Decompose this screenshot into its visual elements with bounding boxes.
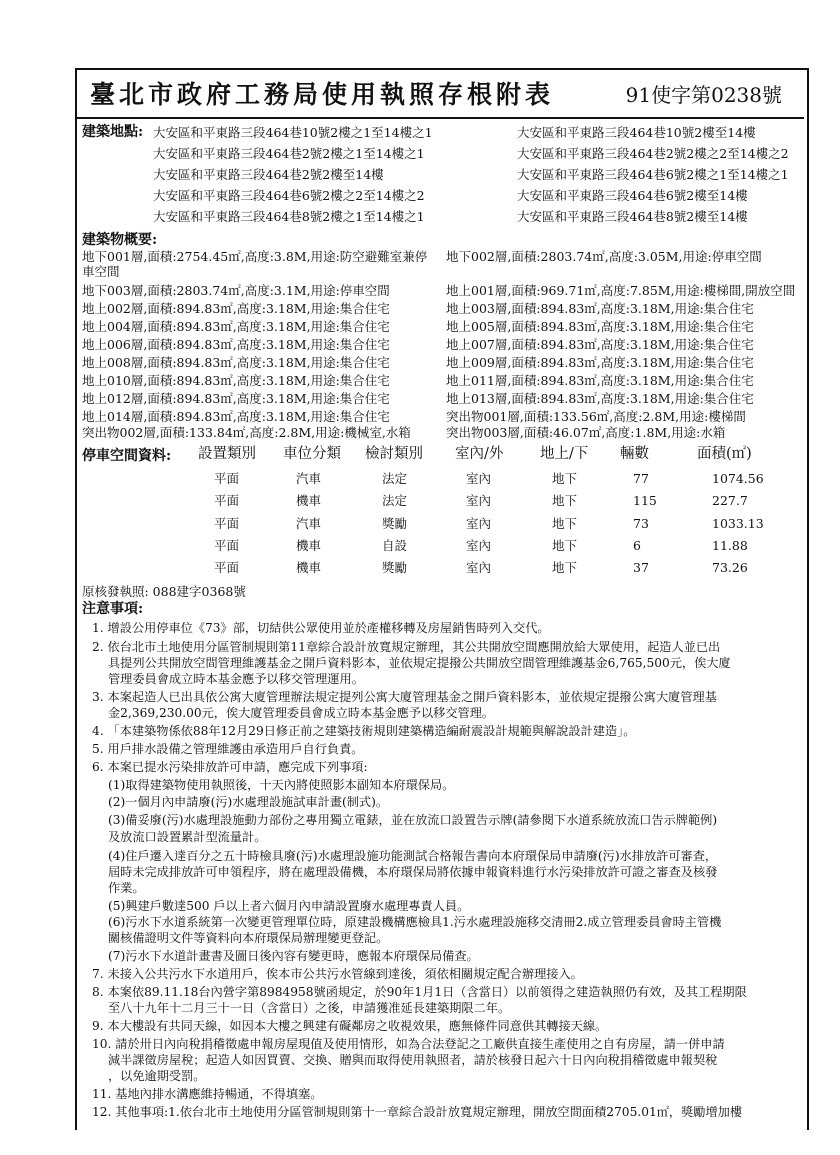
building-row-left: 地上014層,面積:894.83㎡,高度:3.18M,用途:集合住宅 [82, 409, 390, 424]
parking-cell: 平面 [214, 560, 240, 575]
title-row [76, 69, 804, 119]
parking-header: 設置類別 [198, 446, 256, 462]
note-line: (3)備妥廢(污)水處理設施動力部份之專用獨立電錶，並在放流口設置告示牌(請參閱下水道系統放流口告示牌範例) [108, 813, 718, 827]
parking-header: 檢討類別 [365, 446, 423, 462]
parking-cell: 室內 [466, 493, 492, 508]
parking-cell: 獎勵 [382, 516, 408, 531]
building-row-left: 車空間 [82, 264, 120, 279]
parking-cell: 37 [633, 560, 649, 575]
building-row-right: 地上001層,面積:969.71㎡,高度:7.85M,用途:樓梯間,開放空間 [446, 283, 796, 298]
note-line: 關核備證明文件等資料向本府環保局辦理變更登記。 [108, 931, 389, 945]
parking-cell: 機車 [296, 538, 322, 553]
building-row-left: 地下001層,面積:2754.45㎡,高度:3.8M,用途:防空避難室兼停 [82, 249, 428, 264]
building-row-left: 地上010層,面積:894.83㎡,高度:3.18M,用途:集合住宅 [82, 373, 390, 388]
note-line: 10. 請於卅日內向稅捐稽徵處申報房屋現值及使用情形，如為合法登記之工廠供直接生產使用之自有房屋，請一併申請 [92, 1037, 725, 1051]
note-line: ，以免逾期受罰。 [108, 1069, 206, 1083]
building-row-right: 突出物003層,面積:46.07㎡,高度:1.8M,用途:水箱 [446, 425, 726, 440]
building-row-right: 地上009層,面積:894.83㎡,高度:3.18M,用途:集合住宅 [446, 355, 754, 370]
site-left-line: 大安區和平東路三段464巷2號2樓至14樓 [153, 167, 384, 182]
note-line: 8. 本案依89.11.18台內營字第8984958號函規定，於90年1月1日（含當日）以前領得之建造執照仍有效，及其工程期限 [92, 985, 747, 999]
site-left-line: 大安區和平東路三段464巷6號2樓之2至14樓之2 [153, 188, 425, 203]
building-row-left: 地上008層,面積:894.83㎡,高度:3.18M,用途:集合住宅 [82, 355, 390, 370]
note-line: 1. 增設公用停車位《73》部，切結供公眾使用並於產權移轉及房屋銷售時列入交代。 [92, 621, 550, 635]
parking-cell: 汽車 [296, 516, 322, 531]
site-left-line: 大安區和平東路三段464巷2號2樓之1至14樓之1 [153, 146, 425, 161]
building-row-right: 地下002層,面積:2803.74㎡,高度:3.05M,用途:停車空間 [446, 249, 762, 264]
parking-cell: 汽車 [296, 471, 322, 486]
note-line: 及放流口設置累計型流量計。 [108, 830, 267, 844]
note-line: (7)污水下水道計畫書及圖日後內容有變更時，應報本府環保局備查。 [108, 949, 479, 963]
site-left-line: 大安區和平東路三段464巷10號2樓之1至14樓之1 [153, 125, 433, 140]
note-line: 3. 本案起造人已出具依公寓大廈管理辦法規定提列公寓大廈管理基金之開戶資料影本，並依規定提撥公寓大廈管理基 [92, 690, 717, 704]
note-line: 管理委員會成立時本基金應予以移交管理運用。 [108, 672, 364, 686]
note-line: (2)一個月內申請廢(污)水處理設施試車計畫(制式)。 [108, 795, 389, 809]
notes-label: 注意事項: [82, 601, 144, 617]
building-row-right: 地上003層,面積:894.83㎡,高度:3.18M,用途:集合住宅 [446, 301, 754, 316]
parking-cell: 平面 [214, 493, 240, 508]
parking-cell: 自設 [382, 538, 408, 553]
note-line: 減半課徵房屋稅；起造人如因買賣、交換、贈與而取得使用執照者，請於核發日起六十日內向稅捐稽徵處申報契稅 [108, 1053, 718, 1067]
parking-cell: 獎勵 [382, 560, 408, 575]
original-permit: 原核發執照: 088建字0368號 [82, 584, 246, 599]
parking-cell: 73.26 [712, 560, 748, 575]
building-row-left: 地上002層,面積:894.83㎡,高度:3.18M,用途:集合住宅 [82, 301, 390, 316]
parking-cell: 室內 [466, 560, 492, 575]
building-row-right: 地上013層,面積:894.83㎡,高度:3.18M,用途:集合住宅 [446, 391, 754, 406]
note-line: 6. 本案已提水污染排放許可申請，應完成下列事項: [92, 760, 368, 774]
parking-cell: 室內 [466, 516, 492, 531]
parking-header: 車位分類 [283, 446, 341, 462]
site-label: 建築地點: [82, 124, 144, 140]
parking-cell: 地下 [552, 516, 578, 531]
parking-cell: 機車 [296, 560, 322, 575]
parking-cell: 室內 [466, 538, 492, 553]
building-label: 建築物概要: [82, 232, 158, 248]
parking-cell: 平面 [214, 471, 240, 486]
building-row-right: 地上011層,面積:894.83㎡,高度:3.18M,用途:集合住宅 [446, 373, 754, 388]
parking-cell: 77 [633, 471, 649, 486]
site-right-line: 大安區和平東路三段464巷2號2樓之2至14樓之2 [517, 146, 789, 161]
parking-header: 室內/外 [455, 446, 504, 462]
building-row-left: 地下003層,面積:2803.74㎡,高度:3.1M,用途:停車空間 [82, 283, 390, 298]
note-line: 5. 用戶排水設備之管理維護由承造用戶自行負責。 [92, 742, 364, 756]
building-row-left: 地上006層,面積:894.83㎡,高度:3.18M,用途:集合住宅 [82, 337, 390, 352]
note-line: (4)住戶遷入達百分之五十時檢具廢(污)水處理設施功能測試合格報告書向本府環保局申請廢(污)水排放許可審查， [108, 849, 718, 863]
parking-cell: 法定 [382, 471, 408, 486]
parking-cell: 地下 [552, 493, 578, 508]
parking-cell: 平面 [214, 516, 240, 531]
parking-cell: 平面 [214, 538, 240, 553]
parking-cell: 室內 [466, 471, 492, 486]
note-line: 11. 基地內排水溝應維持暢通，不得填塞。 [92, 1087, 323, 1101]
parking-cell: 11.88 [712, 538, 748, 553]
note-line: 2. 依台北市土地使用分區管制規則第11章綜合設計放寬規定辦理，其公共開放空間應開放給大眾使用，起造人並已出 [92, 640, 721, 654]
site-right-line: 大安區和平東路三段464巷8號2樓至14樓 [517, 209, 748, 224]
parking-header: 面積(㎡) [697, 446, 752, 462]
permit-number: 91使字第0238號 [625, 83, 782, 107]
building-row-left: 突出物002層,面積:133.84㎡,高度:2.8M,用途:機械室,水箱 [82, 425, 411, 440]
parking-header: 輛數 [620, 446, 649, 462]
note-line: 作業。 [108, 881, 145, 895]
parking-cell: 227.7 [712, 493, 748, 508]
site-left-line: 大安區和平東路三段464巷8號2樓之1至14樓之1 [153, 209, 425, 224]
parking-label: 停車空間資料: [82, 448, 172, 464]
parking-cell: 115 [633, 493, 657, 508]
note-line: (5)興建戶數達500 戶以上者六個月內申請設置廢水處理專責人員。 [108, 899, 470, 913]
parking-cell: 6 [633, 538, 641, 553]
parking-cell: 地下 [552, 560, 578, 575]
parking-cell: 1033.13 [712, 516, 764, 531]
building-row-left: 地上004層,面積:894.83㎡,高度:3.18M,用途:集合住宅 [82, 319, 390, 334]
parking-cell: 地下 [552, 471, 578, 486]
note-line: 屆時未完成排放許可申領程序，將在處理設備機，本府環保局將依據申報資料進行水污染排放許可證之審查及核發 [108, 865, 718, 879]
site-right-line: 大安區和平東路三段464巷10號2樓至14樓 [517, 125, 756, 140]
parking-cell: 1074.56 [712, 471, 764, 486]
building-row-right: 地上007層,面積:894.83㎡,高度:3.18M,用途:集合住宅 [446, 337, 754, 352]
note-line: 12. 其他事項:1.依台北市土地使用分區管制規則第十一章綜合設計放寬規定辦理，開放空間面積2705.01㎡，獎勵增加樓 [92, 1105, 743, 1119]
note-line: 金2,369,230.00元，俟大廈管理委員會成立時本基金應予以移交管理。 [108, 706, 495, 720]
note-line: 至八十九年十二月三十一日（含當日）之後，申請獲准延長建築期限二年。 [108, 1001, 511, 1015]
parking-cell: 法定 [382, 493, 408, 508]
parking-cell: 73 [633, 516, 649, 531]
building-row-left: 地上012層,面積:894.83㎡,高度:3.18M,用途:集合住宅 [82, 391, 390, 406]
page-title: 臺北市政府工務局使用執照存根附表 [90, 80, 555, 109]
note-line: (6)污水下水道系統第一次變更管理單位時，原建設機構應檢具1.污水處理設施移交清冊2.成立管理委員會時主管機 [108, 915, 722, 929]
note-line: 9. 本大樓設有共同天線，如因本大樓之興建有礙鄰房之收視效果，應無條件同意供其轉接天線。 [92, 1019, 608, 1033]
site-right-line: 大安區和平東路三段464巷6號2樓至14樓 [517, 188, 748, 203]
parking-cell: 地下 [552, 538, 578, 553]
note-line: 具提列公共開放空間管理維護基金之開戶資料影本，並依規定提撥公共開放空間管理維護基金6,765,500元，俟大廈 [108, 656, 731, 670]
building-row-right: 地上005層,面積:894.83㎡,高度:3.18M,用途:集合住宅 [446, 319, 754, 334]
parking-header: 地上/下 [540, 446, 589, 462]
note-line: 7. 未接入公共污水下水道用戶，俟本市公共污水管線到達後，須依相關規定配合辦理接入。 [92, 967, 583, 981]
note-line: 4. 「本建築物係依88年12月29日修正前之建築技術規則建築構造編耐震設計規範與解說設計建造」。 [92, 724, 636, 738]
site-right-line: 大安區和平東路三段464巷6號2樓之1至14樓之1 [517, 167, 789, 182]
note-line: (1)取得建築物使用執照後，十天內將使照影本副知本府環保局。 [108, 778, 455, 792]
parking-cell: 機車 [296, 493, 322, 508]
building-row-right: 突出物001層,面積:133.56㎡,高度:2.8M,用途:樓梯間 [446, 409, 746, 424]
